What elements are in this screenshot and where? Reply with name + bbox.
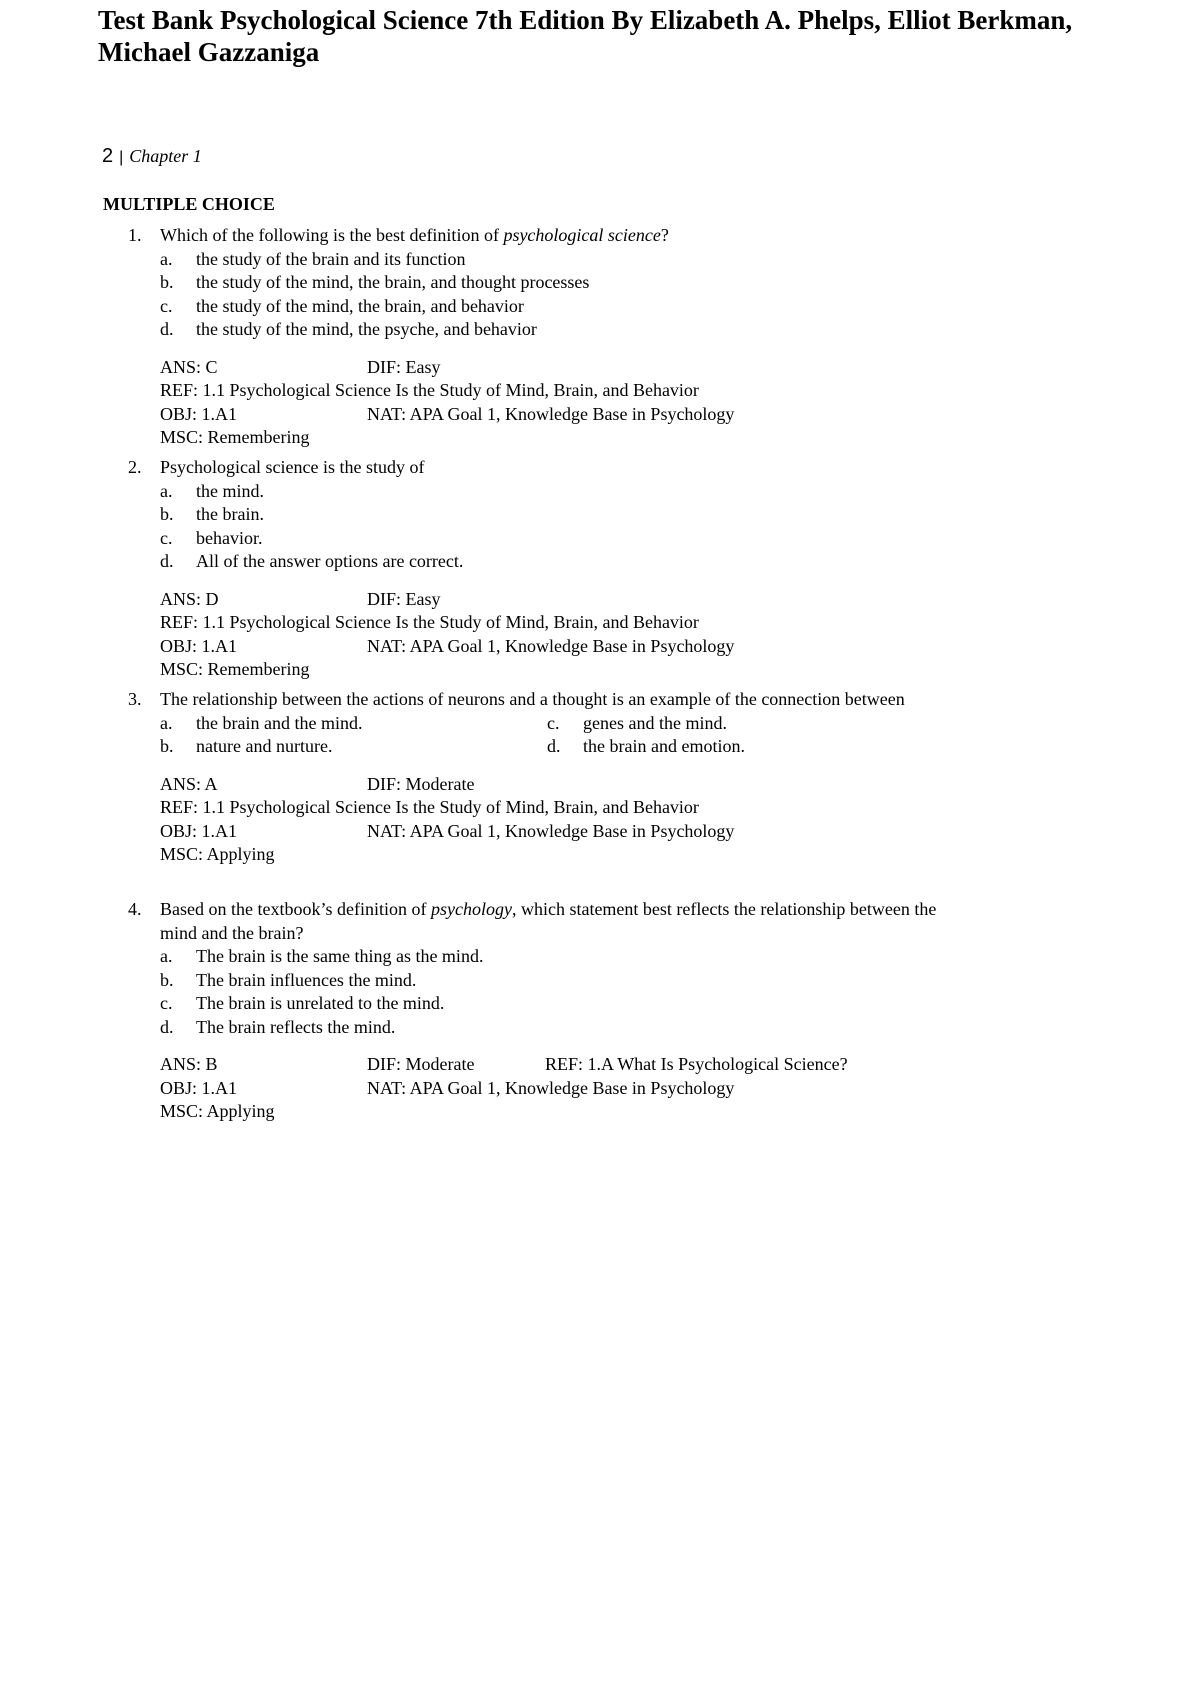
stem-text: Which of the following is the best definition of <box>160 225 504 245</box>
option-letter: c. <box>160 527 173 548</box>
objective: OBJ: 1.A1 <box>160 635 238 656</box>
answer-option <box>128 318 1128 342</box>
option-letter: b. <box>160 736 174 756</box>
question-stem <box>128 688 960 712</box>
answer-option <box>128 945 1128 969</box>
national-standard: NAT: APA Goal 1, Knowledge Base in Psychology <box>367 635 735 656</box>
option-letter: d. <box>547 736 561 756</box>
option-text: the study of the mind, the psyche, and behavior <box>196 319 537 339</box>
page-header <box>102 145 202 169</box>
option-letter: c. <box>160 295 173 316</box>
answer-key: ANS: C <box>160 356 218 377</box>
option-text: The brain influences the mind. <box>196 969 417 990</box>
answer-metadata <box>128 1053 1128 1124</box>
option-text: the study of the brain and its function <box>196 248 466 269</box>
page-number: 2 <box>102 145 114 167</box>
answer-option <box>128 503 1128 527</box>
option-letter: d. <box>160 551 174 571</box>
answer-option <box>128 480 1128 504</box>
national-standard: NAT: APA Goal 1, Knowledge Base in Psychology <box>367 820 735 841</box>
difficulty: DIF: Easy <box>367 588 441 609</box>
stem-emphasis: psychology <box>430 899 512 919</box>
difficulty: DIF: Moderate <box>367 773 475 794</box>
difficulty: DIF: Easy <box>367 356 441 377</box>
option-text: behavior. <box>196 527 263 548</box>
question-4 <box>128 898 1128 1124</box>
answer-option <box>128 712 526 736</box>
option-text: The brain reflects the mind. <box>196 1016 396 1037</box>
question-1 <box>128 224 1128 450</box>
misc-skill: MSC: Applying <box>160 844 275 864</box>
answer-key: ANS: D <box>160 588 219 609</box>
question-stem <box>128 224 960 248</box>
option-letter: b. <box>160 272 174 292</box>
option-text: the study of the mind, the brain, and thought processes <box>196 272 590 292</box>
difficulty: DIF: Moderate <box>367 1054 475 1074</box>
option-text: The brain is the same thing as the mind. <box>196 946 484 966</box>
stem-text: Based on the textbook’s definition of <box>160 899 431 919</box>
option-letter: c. <box>160 993 173 1013</box>
reference: REF: 1.1 Psychological Science Is the Study of Mind, Brain, and Behavior <box>160 797 699 817</box>
objective: OBJ: 1.A1 <box>160 1077 238 1098</box>
answer-metadata <box>128 356 1128 450</box>
option-text: genes and the mind. <box>583 712 727 733</box>
option-text: nature and nurture. <box>196 736 333 756</box>
answer-options-grid <box>128 712 1128 759</box>
answer-option <box>128 969 1128 993</box>
answer-option <box>128 735 526 759</box>
stem-text: Psychological science is the study of <box>160 457 425 477</box>
national-standard: NAT: APA Goal 1, Knowledge Base in Psychology <box>367 1077 735 1098</box>
answer-option <box>128 1016 1128 1040</box>
header-separator: | <box>119 149 124 166</box>
question-3 <box>128 688 1128 867</box>
answer-metadata <box>128 773 1128 867</box>
stem-text-end: ? <box>660 225 669 245</box>
option-text: the mind. <box>196 480 264 501</box>
answer-option <box>128 295 1128 319</box>
option-letter: c. <box>547 712 560 733</box>
reference: REF: 1.1 Psychological Science Is the Study of Mind, Brain, and Behavior <box>160 380 699 400</box>
answer-option <box>128 527 1128 551</box>
option-letter: d. <box>160 1016 174 1037</box>
answer-metadata <box>128 588 1128 682</box>
answer-option <box>128 992 1128 1016</box>
option-text: the brain. <box>196 504 264 524</box>
chapter-label: Chapter 1 <box>129 146 202 166</box>
answer-option <box>515 712 913 736</box>
reference: REF: 1.1 Psychological Science Is the Study of Mind, Brain, and Behavior <box>160 612 699 632</box>
option-text: the study of the mind, the brain, and behavior <box>196 295 524 316</box>
question-stem <box>128 898 960 945</box>
answer-key: ANS: B <box>160 1054 218 1074</box>
question-stem <box>128 456 960 480</box>
objective: OBJ: 1.A1 <box>160 820 238 841</box>
question-number: 3. <box>128 689 142 709</box>
reference: REF: 1.A What Is Psychological Science? <box>545 1054 848 1074</box>
misc-skill: MSC: Remembering <box>160 427 310 447</box>
option-letter: a. <box>160 480 173 501</box>
answer-option <box>128 550 1128 574</box>
option-letter: a. <box>160 248 173 269</box>
option-letter: d. <box>160 319 174 339</box>
misc-skill: MSC: Remembering <box>160 659 310 679</box>
stem-text: The relationship between the actions of neurons and a thought is an example of the connection between <box>160 689 905 709</box>
answer-option <box>128 248 1128 272</box>
option-letter: a. <box>160 712 173 733</box>
question-number: 4. <box>128 899 142 919</box>
answer-key: ANS: A <box>160 773 218 794</box>
option-letter: b. <box>160 969 174 990</box>
question-2 <box>128 456 1128 682</box>
document-title: Test Bank Psychological Science 7th Edition By Elizabeth A. Phelps, Elliot Berkman, Michael Gazzaniga <box>98 5 1073 67</box>
national-standard: NAT: APA Goal 1, Knowledge Base in Psychology <box>367 403 735 424</box>
answer-option <box>128 271 1128 295</box>
misc-skill: MSC: Applying <box>160 1101 275 1121</box>
question-number: 2. <box>128 457 142 477</box>
answer-option <box>515 735 913 759</box>
question-number: 1. <box>128 225 142 245</box>
stem-emphasis: psychological science <box>503 225 661 245</box>
option-letter: a. <box>160 946 173 966</box>
stem-text-end: , which statement best reflects the relationship between the mind and the brain? <box>160 899 937 943</box>
option-letter: b. <box>160 504 174 524</box>
option-text: the brain and emotion. <box>583 736 745 756</box>
option-text: The brain is unrelated to the mind. <box>196 993 445 1013</box>
option-text: the brain and the mind. <box>196 712 363 733</box>
objective: OBJ: 1.A1 <box>160 403 238 424</box>
section-heading: MULTIPLE CHOICE <box>103 194 275 214</box>
option-text: All of the answer options are correct. <box>196 551 464 571</box>
